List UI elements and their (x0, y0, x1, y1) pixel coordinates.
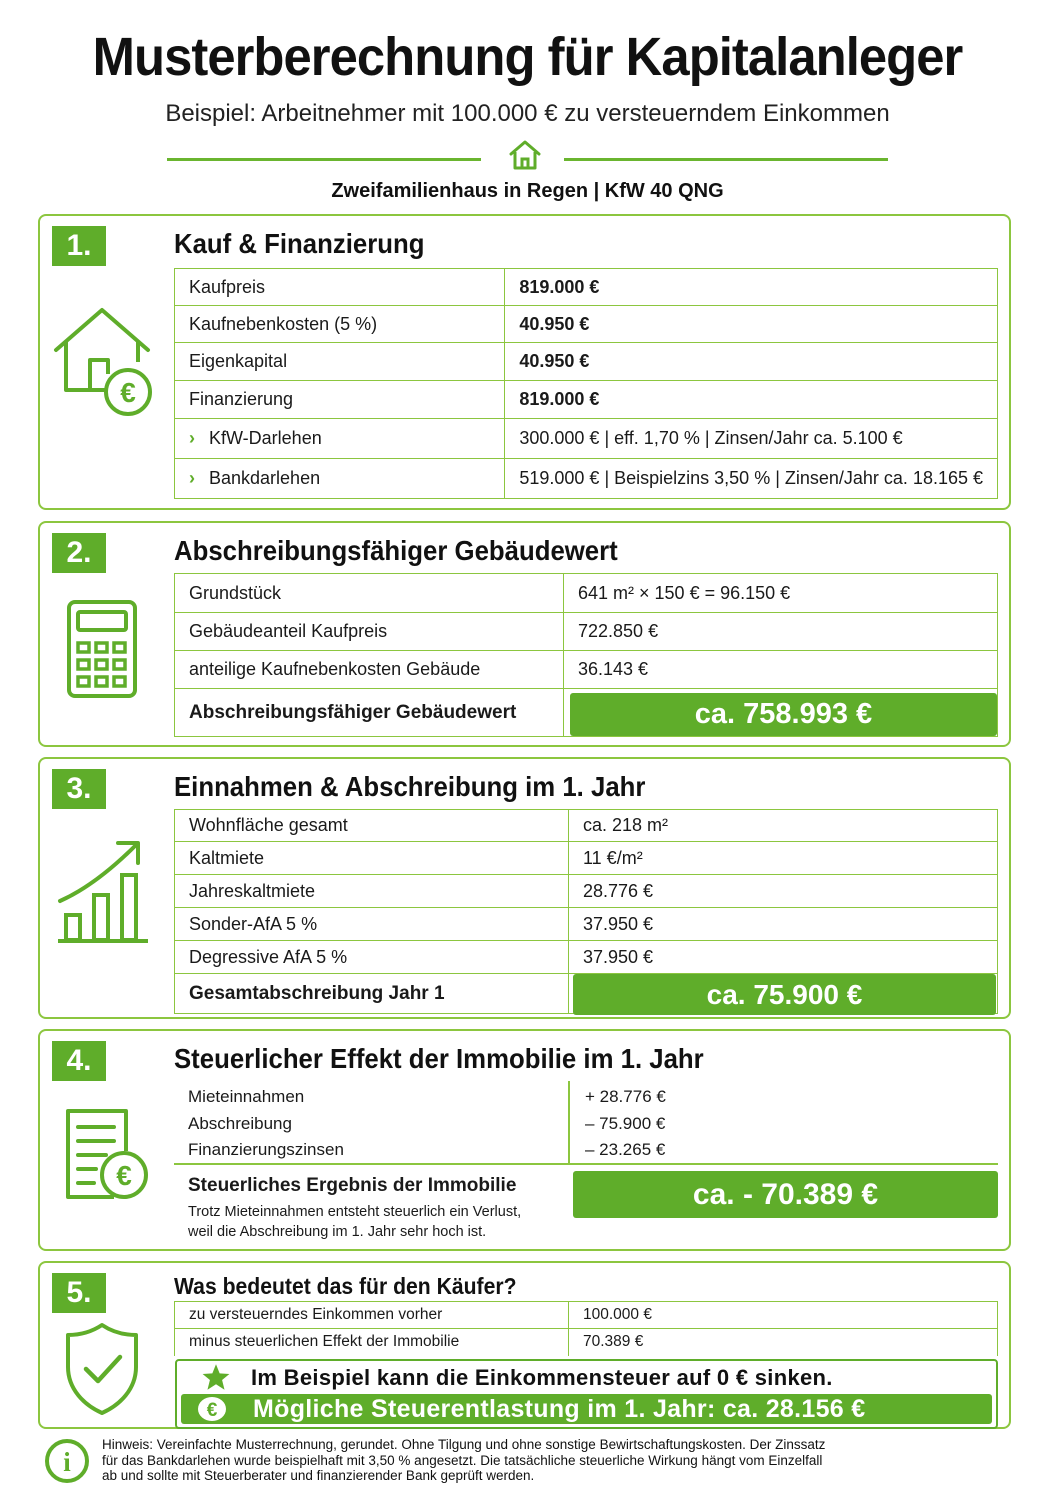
row-label: Wohnfläche gesamt (175, 810, 569, 842)
row-value: 519.000 € | Beispielzins 3,50 % | Zinsen/Jahr ca. 18.165 € (519, 468, 983, 488)
row-label: Kaltmiete (175, 842, 569, 875)
chevron-right-icon: › (189, 428, 195, 448)
svg-text:€: € (120, 377, 136, 408)
row-label: zu versteuerndes Einkommen vorher (175, 1302, 569, 1329)
section-title: Einnahmen & Abschreibung im 1. Jahr (174, 771, 646, 802)
row-value: 641 m² × 150 € = 96.150 € (564, 574, 998, 613)
section-building-value (38, 521, 1011, 747)
divider-right (564, 158, 888, 161)
footer-note (102, 1437, 932, 1484)
table-row (175, 269, 998, 306)
section-buyer-impact (38, 1261, 1011, 1429)
section-title: Was bedeutet das für den Käufer? (174, 1273, 517, 1299)
table-row (175, 941, 998, 974)
row-value: 11 €/m² (569, 842, 998, 875)
row-value: 70.389 € (583, 1333, 644, 1351)
row-value: 819.000 € (505, 381, 998, 419)
row-label: Jahreskaltmiete (175, 875, 569, 908)
svg-text:€: € (206, 1400, 218, 1421)
explanation-note: weil die Abschreibung im 1. Jahr sehr hoch ist. (188, 1224, 487, 1240)
info-icon (44, 1438, 90, 1484)
section-purchase-financing (38, 214, 1011, 510)
row-value: – 75.900 € (585, 1114, 666, 1133)
row-value: 40.950 € (505, 306, 998, 343)
table-row (175, 651, 998, 689)
section-number: 1. (52, 226, 106, 266)
buyer-table (174, 1301, 998, 1356)
row-value: 37.950 € (569, 908, 998, 941)
row-label: › Bankdarlehen (175, 459, 505, 499)
section-number: 5. (52, 1273, 106, 1313)
purchase-table (174, 268, 998, 499)
document-euro-icon (64, 1107, 150, 1203)
svg-text:€: € (116, 1160, 132, 1191)
row-value: 40.950 € (505, 343, 998, 381)
page-subtitle: Beispiel: Arbeitnehmer mit 100.000 € zu versteuerndem Einkommen (165, 100, 890, 127)
section-number: 2. (52, 533, 106, 573)
table-row (175, 613, 998, 651)
calculator-icon (66, 599, 138, 699)
tax-zero-text: Im Beispiel kann die Einkommensteuer auf 0 € sinken. (251, 1365, 833, 1390)
tax-relief-text: Mögliche Steuerentlastung im 1. Jahr: ca. 28.156 € (253, 1395, 866, 1423)
table-row (175, 908, 998, 941)
row-label: Eigenkapital (175, 343, 505, 381)
footer-line: für das Bankdarlehen wurde beispielhaft mit 3,50 % angesetzt. Die tatsächliche steuerliche Wirkung hängt vom Einzelfall (102, 1452, 823, 1468)
explanation-note: Trotz Mieteinnahmen entsteht steuerlich ein Verlust, (188, 1204, 522, 1220)
row-label: Finanzierung (175, 381, 505, 419)
row-label: minus steuerlichen Effekt der Immobilie (175, 1329, 569, 1356)
table-row (175, 810, 998, 842)
row-label: Kaufnebenkosten (5 %) (175, 306, 505, 343)
table-row (175, 419, 998, 459)
property-tagline: Zweifamilienhaus in Regen | KfW 40 QNG (331, 180, 724, 202)
shield-check-icon (64, 1321, 140, 1417)
tax-result-total: ca. - 70.389 € (573, 1171, 998, 1218)
house-icon (507, 138, 543, 172)
row-label: anteilige Kaufnebenkosten Gebäude (175, 651, 564, 689)
row-value: 36.143 € (564, 651, 998, 689)
row-value: 100.000 € (569, 1302, 998, 1329)
table-row (175, 875, 998, 908)
footer-line: ab und sollte mit Steuerberater und finanzierender Bank geprüft werden. (102, 1468, 535, 1483)
row-value: 819.000 € (505, 269, 998, 306)
euro-coin-icon (197, 1396, 227, 1422)
row-value: 37.950 € (569, 941, 998, 974)
total-label: Gesamtabschreibung Jahr 1 (175, 974, 569, 1014)
row-divider (174, 1163, 998, 1165)
row-value: – 23.265 € (585, 1140, 666, 1159)
row-label: Gebäudeanteil Kaufpreis (175, 613, 564, 651)
row-label: Finanzierungszinsen (188, 1140, 344, 1159)
section-title: Abschreibungsfähiger Gebäudewert (174, 535, 618, 566)
page-title: Musterberechnung für Kapitalanleger (92, 27, 963, 87)
section-title: Kauf & Finanzierung (174, 228, 425, 259)
row-label: Degressive AfA 5 % (175, 941, 569, 974)
section-tax-effect (38, 1029, 1011, 1251)
tax-relief-bar (181, 1394, 992, 1424)
row-label: Abschreibung (188, 1114, 292, 1133)
table-row (175, 306, 998, 343)
row-label: Grundstück (175, 574, 564, 613)
table-row (175, 574, 998, 613)
table-row (175, 842, 998, 875)
building-value-total: ca. 758.993 € (570, 693, 997, 736)
table-row (175, 1329, 998, 1356)
table-row (175, 459, 998, 499)
chevron-right-icon: › (189, 468, 195, 488)
result-box (175, 1359, 998, 1429)
table-row (175, 343, 998, 381)
svg-text:i: i (63, 1447, 71, 1477)
section-title: Steuerlicher Effekt der Immobilie im 1. Jahr (174, 1043, 704, 1074)
column-divider (568, 1081, 570, 1163)
row-value: ca. 218 m² (569, 810, 998, 842)
row-value: 300.000 € | eff. 1,70 % | Zinsen/Jahr ca. 5.100 € (505, 419, 998, 459)
row-label: Mieteinnahmen (188, 1087, 305, 1106)
star-icon (201, 1363, 231, 1391)
total-label: Steuerliches Ergebnis der Immobilie (188, 1175, 517, 1196)
row-value: 722.850 € (564, 613, 998, 651)
row-value: 28.776 € (569, 875, 998, 908)
total-label: Abschreibungsfähiger Gebäudewert (175, 689, 564, 737)
table-row (175, 381, 998, 419)
row-label: › KfW-Darlehen (175, 419, 505, 459)
row-label: Kaufpreis (175, 269, 505, 306)
growth-chart-icon (56, 837, 150, 945)
section-number: 3. (52, 769, 106, 809)
section-income-depreciation (38, 757, 1011, 1019)
row-label: Sonder-AfA 5 % (175, 908, 569, 941)
house-euro-icon (52, 304, 156, 422)
divider-left (167, 158, 481, 161)
row-value: + 28.776 € (585, 1087, 666, 1106)
depreciation-total: ca. 75.900 € (573, 974, 996, 1015)
section-number: 4. (52, 1041, 106, 1081)
footer-line: Hinweis: Vereinfachte Musterrechnung, gerundet. Ohne Tilgung und ohne sonstige Bewirtschaftungskosten. Der Zinssatz (102, 1437, 826, 1452)
table-row (175, 1302, 998, 1329)
